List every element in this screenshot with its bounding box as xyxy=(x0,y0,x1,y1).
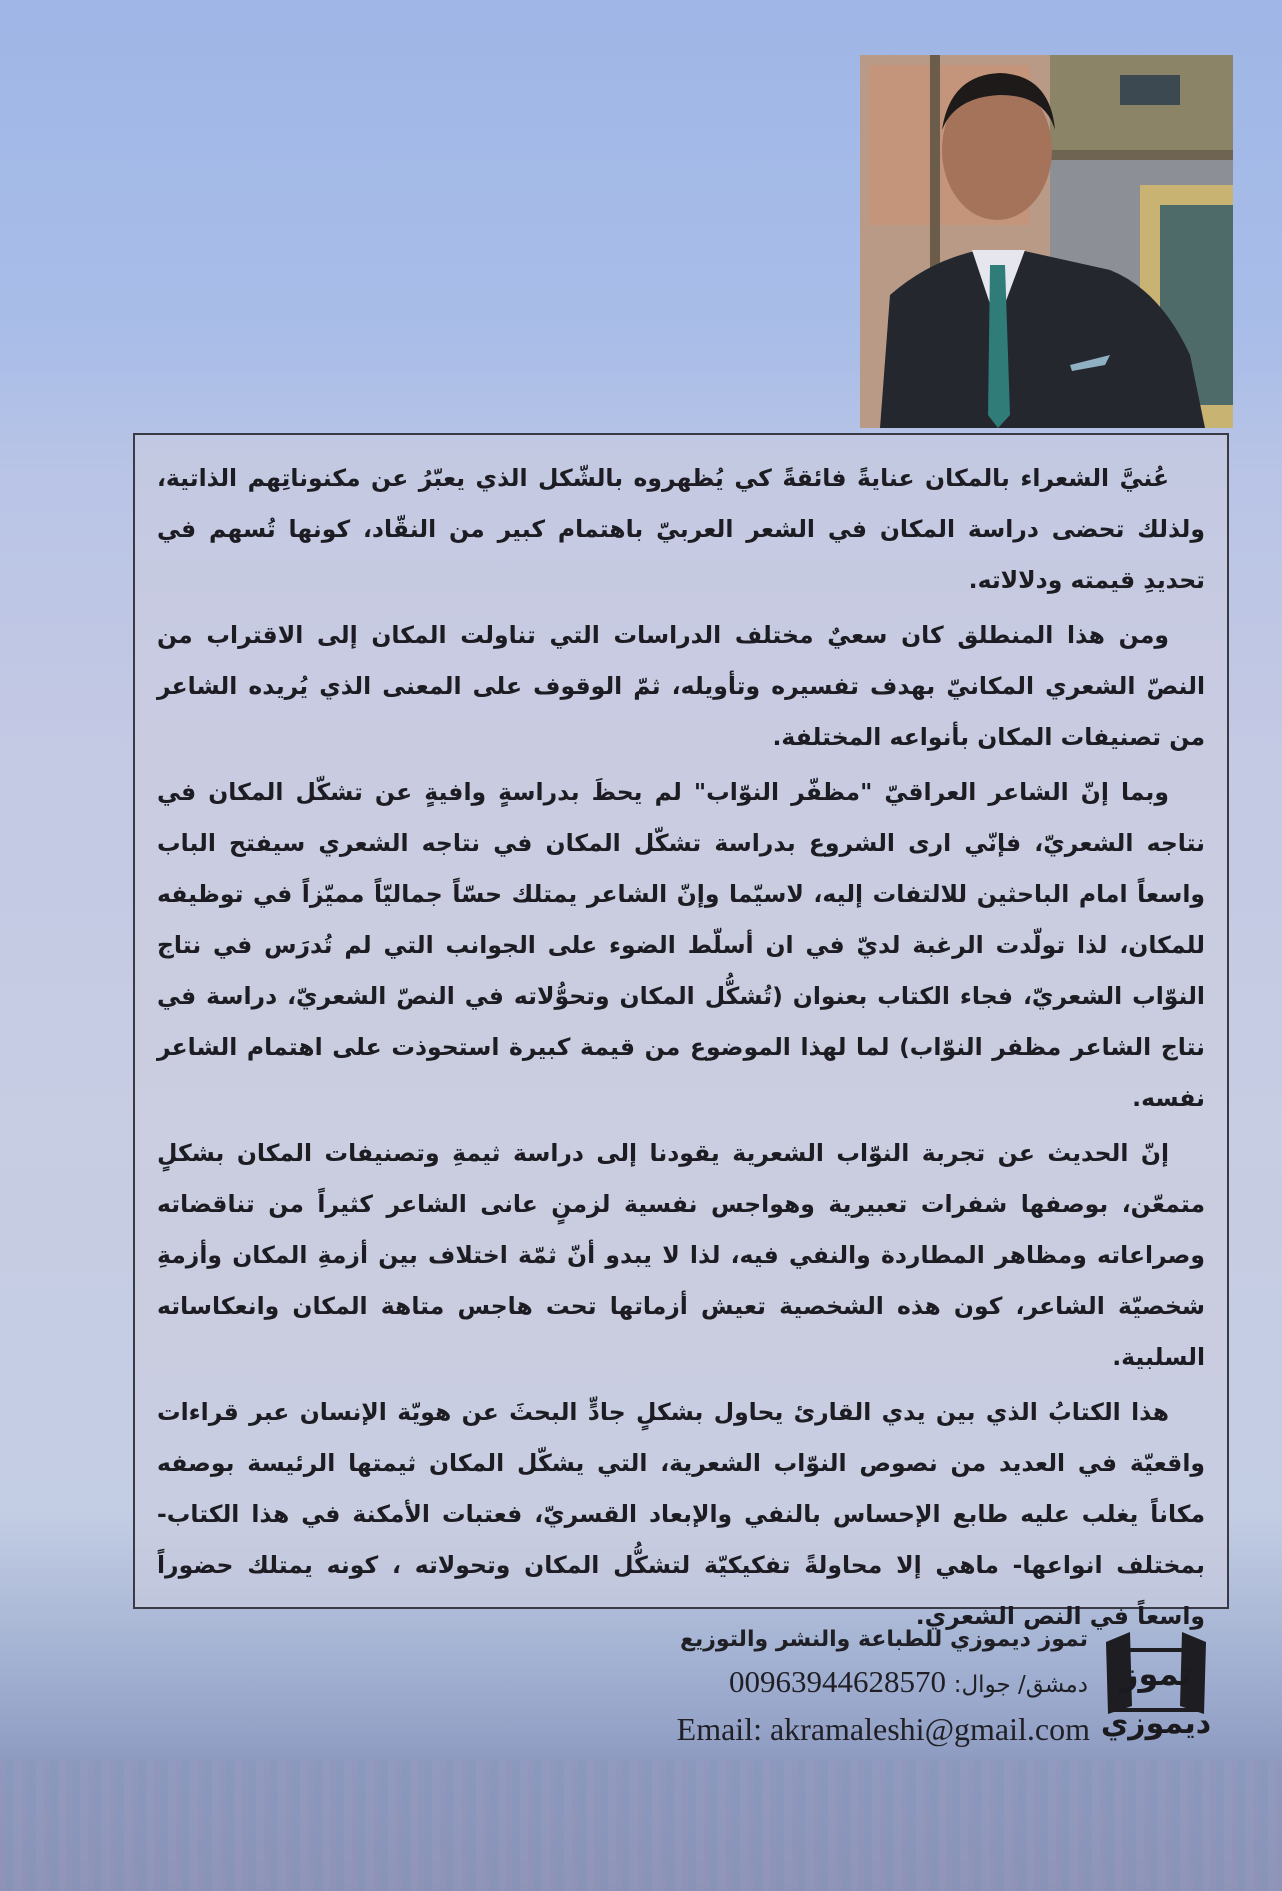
publisher-info xyxy=(570,1620,1130,1751)
paragraph: ومن هذا المنطلق كان سعيٌ مختلف الدراسات التي تناولت المكان إلى الاقتراب من النصّ الشعري المكانيّ بهدف تفسيره وتأويله، ثمّ الوقوف على المعنى الذي يُريده الشاعر من تصنيفات المكان بأنواعه المختلفة. xyxy=(157,621,1205,751)
publisher-name: تموز ديموزي للطباعة والنشر والتوزيع xyxy=(679,1627,1088,1652)
logo-text-top: تموز xyxy=(1120,1655,1192,1693)
paragraph: إنّ الحديث عن تجربة النوّاب الشعرية يقودنا إلى دراسة ثيمةِ وتصنيفات المكان بشكلٍ متمعّن، بوصفها شفرات تعبيرية وهواجس نفسية لزمنٍ عانى الشاعر كثيراً من تناقضاته وصراعاته ومظاهر المطاردة والنفي فيه، لذا لا يبدو أنّ ثمّة اختلاف بين أزمةِ المكان وأزمةِ شخصيّة الشاعر، كون هذه الشخصية تعيش أزماتها تحت هاجس متاهة المكان وانعكاساته السلبية. xyxy=(157,1139,1205,1371)
publisher-phone-line xyxy=(570,1660,1088,1707)
logo-text-bottom: ديموزي xyxy=(1100,1706,1212,1741)
description-box xyxy=(133,433,1229,1630)
publisher-email-line xyxy=(570,1707,1090,1751)
paragraph: وبما إنّ الشاعر العراقيّ "مظفّر النوّاب" لم يحظَ بدراسةٍ وافيةٍ عن تشكّل المكان في نتاجه الشعريّ، فإنّي ارى الشروع بدراسة تشكّل المكان في نتاجه الشعري سيفتح الباب واسعاً امام الباحثين للالتفات إليه، لاسيّما وإنّ الشاعر يمتلك حسّاً جماليّاً مميّزاً في توظيفه للمكان، لذا تولّدت الرغبة لديّ في ان أسلّط الضوء على الجوانب التي لم تُدرَس في نتاج النوّاب الشعريّ، فجاء الكتاب بعنوان (تُشكُّل المكان وتحوُّلاته في النصّ الشعريّ، دراسة في نتاج الشاعر مظفر النوّاب) لما لهذا الموضوع من قيمة كبيرة استحوذت على اهتمام الشاعر نفسه. xyxy=(157,778,1205,1112)
phone-label: دمشق/ جوال: xyxy=(953,1672,1088,1698)
background-haze xyxy=(0,1760,1282,1891)
paragraph: عُنيَّ الشعراء بالمكان عنايةً فائقةً كي يُظهروه بالشّكل الذي يعبّرُ عن مكنوناتِهم الذاتية، ولذلك تحضى دراسة المكان في الشعر العربيّ باهتمام كبير من النقّاد، كونها تُسهم في تحديدِ قيمته ودلالاته. xyxy=(157,464,1205,594)
phone-number: 00963944628570 xyxy=(728,1664,946,1699)
email-address: akramaleshi@gmail.com xyxy=(769,1711,1090,1747)
email-label: Email: xyxy=(676,1711,762,1747)
author-photo xyxy=(860,55,1233,428)
paragraph: هذا الكتابُ الذي بين يدي القارئ يحاول بشكلٍ جادٍّ البحثَ عن هويّة الإنسان عبر قراءات واقعيّة في العديد من نصوص النوّاب الشعرية، التي يشكّل المكان ثيمتها الرئيسة بوصفه مكاناً يغلب عليه طابع الإحساس بالنفي والإبعاد القسريّ، فعتبات الأمكنة في هذا الكتاب- بمختلف انواعها- ماهي إلا محاولةً تفكيكيّة لتشكُّل المكان وتحولاته ، كونه يمتلك حضوراً واسعاً في النص الشعري. xyxy=(157,1398,1205,1630)
